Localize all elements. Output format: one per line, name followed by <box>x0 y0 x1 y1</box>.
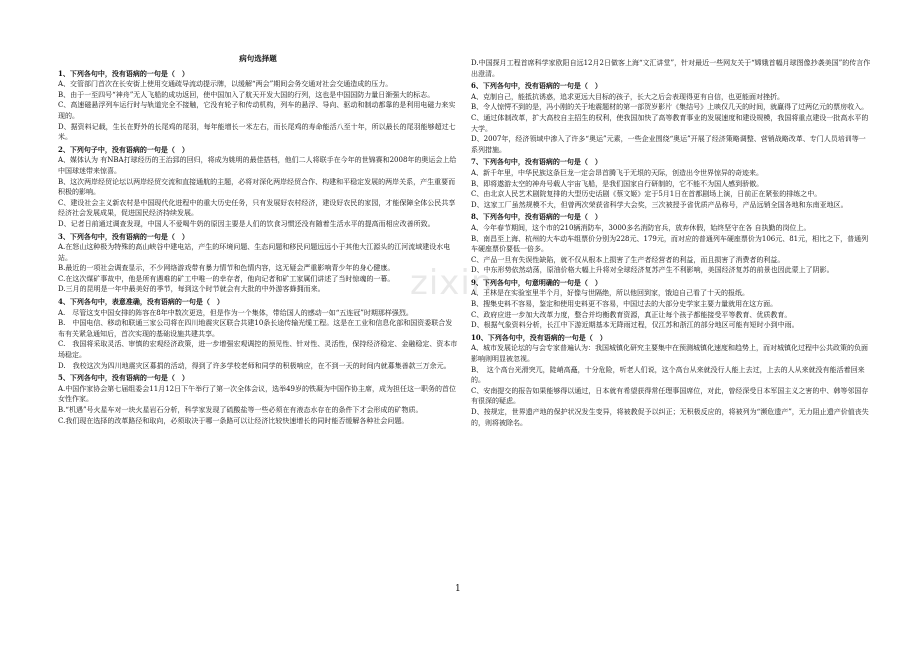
answer-option: A、媒体认为 有NBA打球经历的王治郅的回归，将成为姚明的最佳搭档，他们二人将联手在今年的世锦赛和2008年的奥运会上给中国球迷带来惊喜。 <box>58 156 457 175</box>
page-title: 病句选择题 <box>239 54 277 63</box>
right-question-list <box>471 58 871 428</box>
answer-option: C.在这次煤矿事故中，他是所有遇难的矿工中唯一的幸存者，他向记者和矿工家属们讲述了当时惊魂的一幕。 <box>58 274 395 283</box>
answer-option: D.中国探月工程首席科学家欧阳自远12月2日做客上海“文汇讲堂”，针对最近一些网友关于“嫦娥首幅月球图像抄袭美国”的传言作出澄清。 <box>471 59 871 78</box>
watermark: zixin <box>410 263 494 303</box>
answer-option: D、根据气象资料分析，长江中下游近期基本无降雨过程，仅江苏和浙江的部分地区可能有短时小到中雨。 <box>471 321 799 330</box>
question-heading: 6、下列各句中，没有语病的一句是（ ） <box>471 81 602 91</box>
question-heading: 9、下列各句中，句意明确的一句是（ ） <box>471 277 602 287</box>
answer-option: D、中东形势依然动荡，原油价格大幅上升将对全球经济复苏产生不利影响，美国经济复苏的前景也因此蒙上了阴影。 <box>471 266 834 275</box>
question-heading: 10、下列各句中，没有语病的一句是（ ） <box>471 332 607 342</box>
answer-option: B、由于一至四号“神舟”无人飞船的成功返回，使中国加入了航天开发大国的行列，这也是中国国防力量日渐强大的标志。 <box>58 90 435 99</box>
answer-option: D、记者日前通过调查发现，中国人不爱喝牛奶的原因主要是人们的饮食习惯还没有随着生活水平的提高而相应改善所致。 <box>58 219 435 228</box>
answer-option: D. 我校这次为四川地震灾区募捐的活动，得到了许多学校老师和同学的积极响应，在不到一天的时间内就募集善款三万余元。 <box>58 361 451 370</box>
question-heading: 2、下列句子中，没有语病的一句是（ ） <box>58 144 189 154</box>
answer-option: A.在怒山这种极为特殊的高山峡谷中建电站，产生的环境问题、生态问题和移民问题远远小于其他大江源头的江河流域建设水电站。 <box>58 243 451 262</box>
answer-option: D、据资料记载，生长在野外的长尾鸡的尾羽，每年能增长一米左右，而长尾鸡的寿命能活八至十年，所以最长的尾羽能够超过七米。 <box>58 122 456 142</box>
answer-option: A、交管部门首次在长安街上使用交通疏导流动提示牌，以缓解“两会”期间会务交通对社会交通造成的压力。 <box>58 80 393 89</box>
answer-option: A、今年春节期间，这个市的210辆消防车，3000多名消防官兵，放弃休假，始终坚守在各 自执勤的岗位上。 <box>471 223 811 232</box>
question-heading: 7、下列各句中，没有语病的一句是（ ） <box>471 157 602 167</box>
question-heading: 4、下列各句中，表意准确，没有语病的一句是（ ） <box>58 297 224 307</box>
answer-option: B. 中国电信、移动和联通三家公司将在四川地震灾区联合共建10条长途传输光缆工程。这是在工业和信息化部和国资委联合发布有关紧急通知后，首次实现的基础设施共建共享。 <box>58 319 453 338</box>
question-heading: 1、下列各句中，没有语病的一句是（ ） <box>58 68 189 78</box>
answer-option: C、安南提交的报告如果能够得以通过，日本就有希望获得常任理事国席位，对此，曾经深受日本军国主义之害的中、韩等邻国存有很深的疑虑。 <box>471 386 869 406</box>
answer-option: A、新千年里，中华民族这条巨龙一定会昂首腾飞于无垠的天际，创造出令世界惊异的奇迹来。 <box>471 168 764 177</box>
question-heading: 5、下列各句中，没有语病的一句是（ ） <box>58 373 189 383</box>
answer-option: A、城市发展论坛的与会专家普遍认为：我国城镇化研究主要集中在预测城镇化速度和趋势上，而对城镇化过程中公共政策的负面影响则明显被忽视。 <box>471 344 869 364</box>
answer-option: A、王林是在实验室里半个月，好像与世隔绝，所以他回到家，饿迫自己看了十天的报纸。 <box>471 289 750 298</box>
answer-option: D.三月的昆明是一年中最美好的季节，每到这个时节就会有大批的中外游客蜂拥而来。 <box>58 285 325 294</box>
left-column <box>58 54 458 426</box>
answer-option: A.中国作家协会第七届组委会11月12日下午举行了第一次全体会议，选举49岁的铁凝为中国作协主席，成为担任这一职务的首位女性作家。 <box>58 384 457 404</box>
answer-option: C、高速磁悬浮列车运行时与轨道完全不接触，它没有轮子和传动机构，列车的悬浮、导向、驱动和制动都靠的是利用电磁力来实现的。 <box>58 101 456 120</box>
answer-option: B、这次两岸经贸论坛以两岸经贸交流和直接通航的主题，必将对深化两岸经贸合作、构建和平稳定发展的两岸关系，产生重要而积极的影响。 <box>58 177 456 197</box>
answer-option: C、政府应进一步加大改革力度，整合并均衡教育资源，真正让每个孩子都能接受平等教育、优质教育。 <box>471 310 792 319</box>
answer-option: D、2007年，经济领域中渗入了许多“奥运”元素，一些企业围绕“奥运”开展了经济策略调整、营销战略改革、专门人员培训等一系列措施。 <box>471 135 866 154</box>
answer-option: C、产品一旦有失误性缺陷，就不仅从根本上损害了生产者经营者的利益，而且损害了消费者的利益。 <box>471 255 785 264</box>
answer-option: B、即将遨游太空的神舟号载人宇宙飞船，是我们国家自行研制的，它不能不为国人感到骄傲。 <box>471 179 764 188</box>
answer-option: C.我们现在选择的改革路径和取向，必须取决于哪一条路可以让经济比较快速增长的同时能否缓解各种社会问题。 <box>58 416 409 425</box>
right-column <box>471 58 871 428</box>
answer-option: B.“机遇”号火星车对一块火星岩石分析，科学家发现了硫酸盐等一些必须在有液态水存在的条件下才会形成的矿物质。 <box>58 406 423 414</box>
question-heading: 3、下列各句中，没有语病的一句是（ ） <box>58 231 189 241</box>
answer-option: B、令人惊愕不到的是，冯小刚的关于地震题材的第一部贺岁影片《集结号》上映仅几天的时间，就赢得了过两亿元的票房收入。 <box>471 103 869 112</box>
answer-option: A、克制自己，能抵抗诱惑，追求更远大目标的孩子，长大之后会表现得更有自信，也更能面对挫折。 <box>471 92 785 101</box>
left-question-list <box>58 69 458 427</box>
question-heading: 8、下列各句中，没有语病的一句是（ ） <box>471 212 602 222</box>
answer-option: B、南昌至上海、杭州的大车动车组票价分别为228元、179元，而对应的普通列车硬座票价为106元、81元，相比之下，普通列车硬座票价要低一倍多。 <box>471 234 869 254</box>
answer-option: D、按规定，世界遗产地的保护状况发生变异，将被教促予以纠正；无积极反应的，将被列为“濒危遗产”，无力阻止遗产价值丧失的，则将被除名。 <box>471 408 869 427</box>
answer-option: C、建设社会主义新农村是中国现代化进程中的重大历史任务，只有发展好农村经济，建设好农民的家园，才能保障全体公民共享经济社会发展成果，促进国民经济持续发展。 <box>58 198 456 218</box>
answer-option: B、 这个高台光滑突兀，陡峭高矗，十分危险，听老人们说，这个高台从来就没行人能上去过，上去的人从来就没有能活着回来的。 <box>471 365 865 385</box>
answer-option: C. 我国将采取灵活、审慎的宏观经济政策，进一步增强宏观调控的预见性、针对性、灵活性，保持经济稳定、金融稳定、资本市场稳定。 <box>58 340 458 360</box>
answer-option: D、这家工厂虽然规模不大，但曾两次荣获省科学大会奖，三次被授予省优质产品称号，产品远销全国各地和东南亚地区。 <box>471 200 848 209</box>
answer-option: C、通过体制改革，扩大高校自主招生的权利，使我国加快了高等教育事业的发展速度和建设规模，我国将重点建设一批高水平的大学。 <box>471 113 869 133</box>
answer-option: B.最近的一项社会调查显示，不少网络游戏带有暴力情节和色情内容，这无疑会严重影响青少年的身心健康。 <box>58 264 395 273</box>
answer-option: A. 尽管这支中国女排的阵容在8年中数次更迭，但是作为一个集体，带给国人的感动一如“五连冠”时期那样强烈。 <box>58 308 413 317</box>
answer-option: B、搜集史料不容易，鉴定和使用史料更不容易，中国过去的大部分史学家主要力量就用在这方面。 <box>471 300 778 309</box>
answer-option: C、由北京人民艺术剧院复排的大型历史话剧《蔡文姬》定于5月1日在首都剧场上演，日前正在紧张的排练之中。 <box>471 190 822 199</box>
page-number: 1 <box>455 584 461 594</box>
